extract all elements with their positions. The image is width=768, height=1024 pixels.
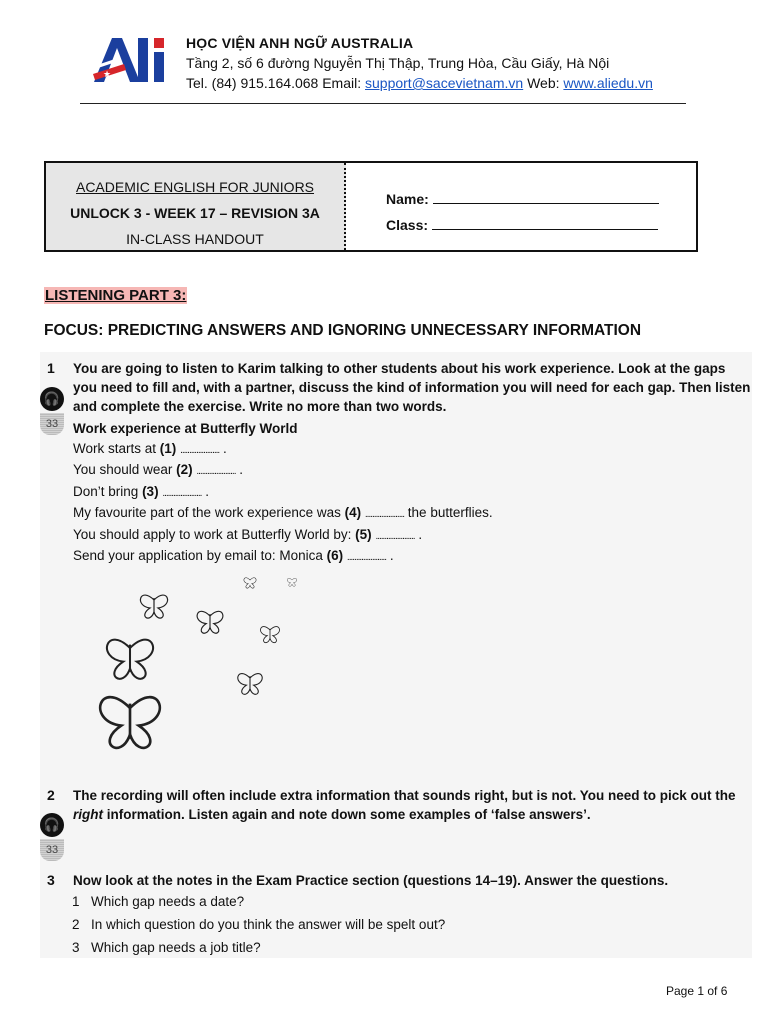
exercise-1-notes — [73, 419, 493, 568]
exercise-2-instruction: The recording will often include extra information that sounds right, but is not. You need to pick out the right information. Listen again and note down some examples of ‘false answers’. — [73, 788, 736, 822]
course-info — [46, 163, 346, 250]
student-fields — [346, 163, 696, 250]
ali-logo — [88, 30, 168, 88]
note-line: Work starts at (1) ...................... . — [73, 440, 227, 456]
note-line: Don’t bring (3) ...................... . — [73, 483, 209, 499]
exercise-1-number: 1 — [47, 360, 55, 376]
exercise-2-number: 2 — [47, 787, 55, 803]
title-box — [44, 161, 698, 252]
track-number: 33 — [40, 413, 64, 435]
emphasis-right: right — [73, 807, 103, 822]
class-row — [386, 212, 696, 238]
name-label: Name: — [386, 191, 429, 207]
page-number: Page 1 of 6 — [666, 984, 728, 998]
school-address: Tầng 2, số 6 đường Nguyễn Thị Thập, Trung Hòa, Cầu Giấy, Hà Nội — [186, 55, 610, 71]
track-number: 33 — [40, 839, 64, 861]
butterfly-icon — [261, 627, 280, 643]
list-item: 2 In which question do you think the answer will be spelt out? — [72, 917, 446, 932]
focus-heading: FOCUS: PREDICTING ANSWERS AND IGNORING UNNECESSARY INFORMATION — [44, 322, 642, 339]
headphones-icon: 🎧 — [40, 387, 64, 411]
tel-label: Tel. (84) 915.164.068 Email: — [186, 75, 362, 91]
butterflies-illustration — [84, 568, 314, 773]
headphones-icon: 🎧 — [40, 813, 64, 837]
section-heading: LISTENING PART 3: — [45, 287, 187, 304]
exercise-3-instruction: Now look at the notes in the Exam Practice section (questions 14–19). Answer the questions. — [73, 873, 669, 888]
email-link[interactable]: support@sacevietnam.vn — [365, 75, 524, 91]
name-row — [386, 186, 696, 212]
butterfly-icon — [244, 578, 256, 588]
list-item: 1 Which gap needs a date? — [72, 894, 245, 909]
name-line[interactable] — [433, 191, 659, 204]
butterfly-icon — [100, 697, 160, 748]
audio-track-1[interactable] — [40, 387, 64, 435]
butterfly-icon — [238, 674, 262, 695]
butterfly-icon — [287, 578, 296, 586]
notes-title: Work experience at Butterfly World — [73, 421, 298, 436]
butterfly-icon — [107, 640, 153, 679]
school-contact — [186, 73, 653, 93]
handout-label: IN-CLASS HANDOUT — [126, 231, 264, 247]
butterfly-icon — [197, 611, 223, 633]
class-label: Class: — [386, 217, 429, 233]
list-item: 3 Which gap needs a job title? — [72, 940, 261, 955]
web-label: Web: — [527, 75, 560, 91]
class-line[interactable] — [432, 217, 658, 230]
unit-title: UNLOCK 3 - WEEK 17 – REVISION 3A — [70, 205, 320, 221]
svg-text:★: ★ — [103, 70, 112, 80]
school-name: HỌC VIỆN ANH NGỮ AUSTRALIA — [186, 35, 414, 51]
note-line: My favourite part of the work experience was (4) ...................... the butterflies. — [73, 505, 493, 520]
exercise-1-instruction: You are going to listen to Karim talking to other students about his work experience. Look at the gaps you need to fill and, with a partner, discuss the kind of information you will need for each gap. Then listen and complete the exercise. Write no more than two words. — [73, 361, 751, 414]
exercise-3-questions — [72, 890, 445, 959]
course-title: ACADEMIC ENGLISH FOR JUNIORS — [75, 179, 315, 195]
web-link[interactable]: www.aliedu.vn — [563, 75, 653, 91]
exercise-3-number: 3 — [47, 872, 55, 888]
note-line: You should apply to work at Butterfly World by: (5) ...................... . — [73, 526, 423, 542]
school-info — [186, 33, 653, 93]
note-line: You should wear (2) ...................... . — [73, 462, 244, 477]
audio-track-2[interactable] — [40, 813, 64, 861]
butterfly-icon — [140, 595, 167, 618]
note-line: Send your application by email to: Monica (6) ...................... . — [73, 548, 394, 563]
header-divider — [80, 103, 686, 104]
